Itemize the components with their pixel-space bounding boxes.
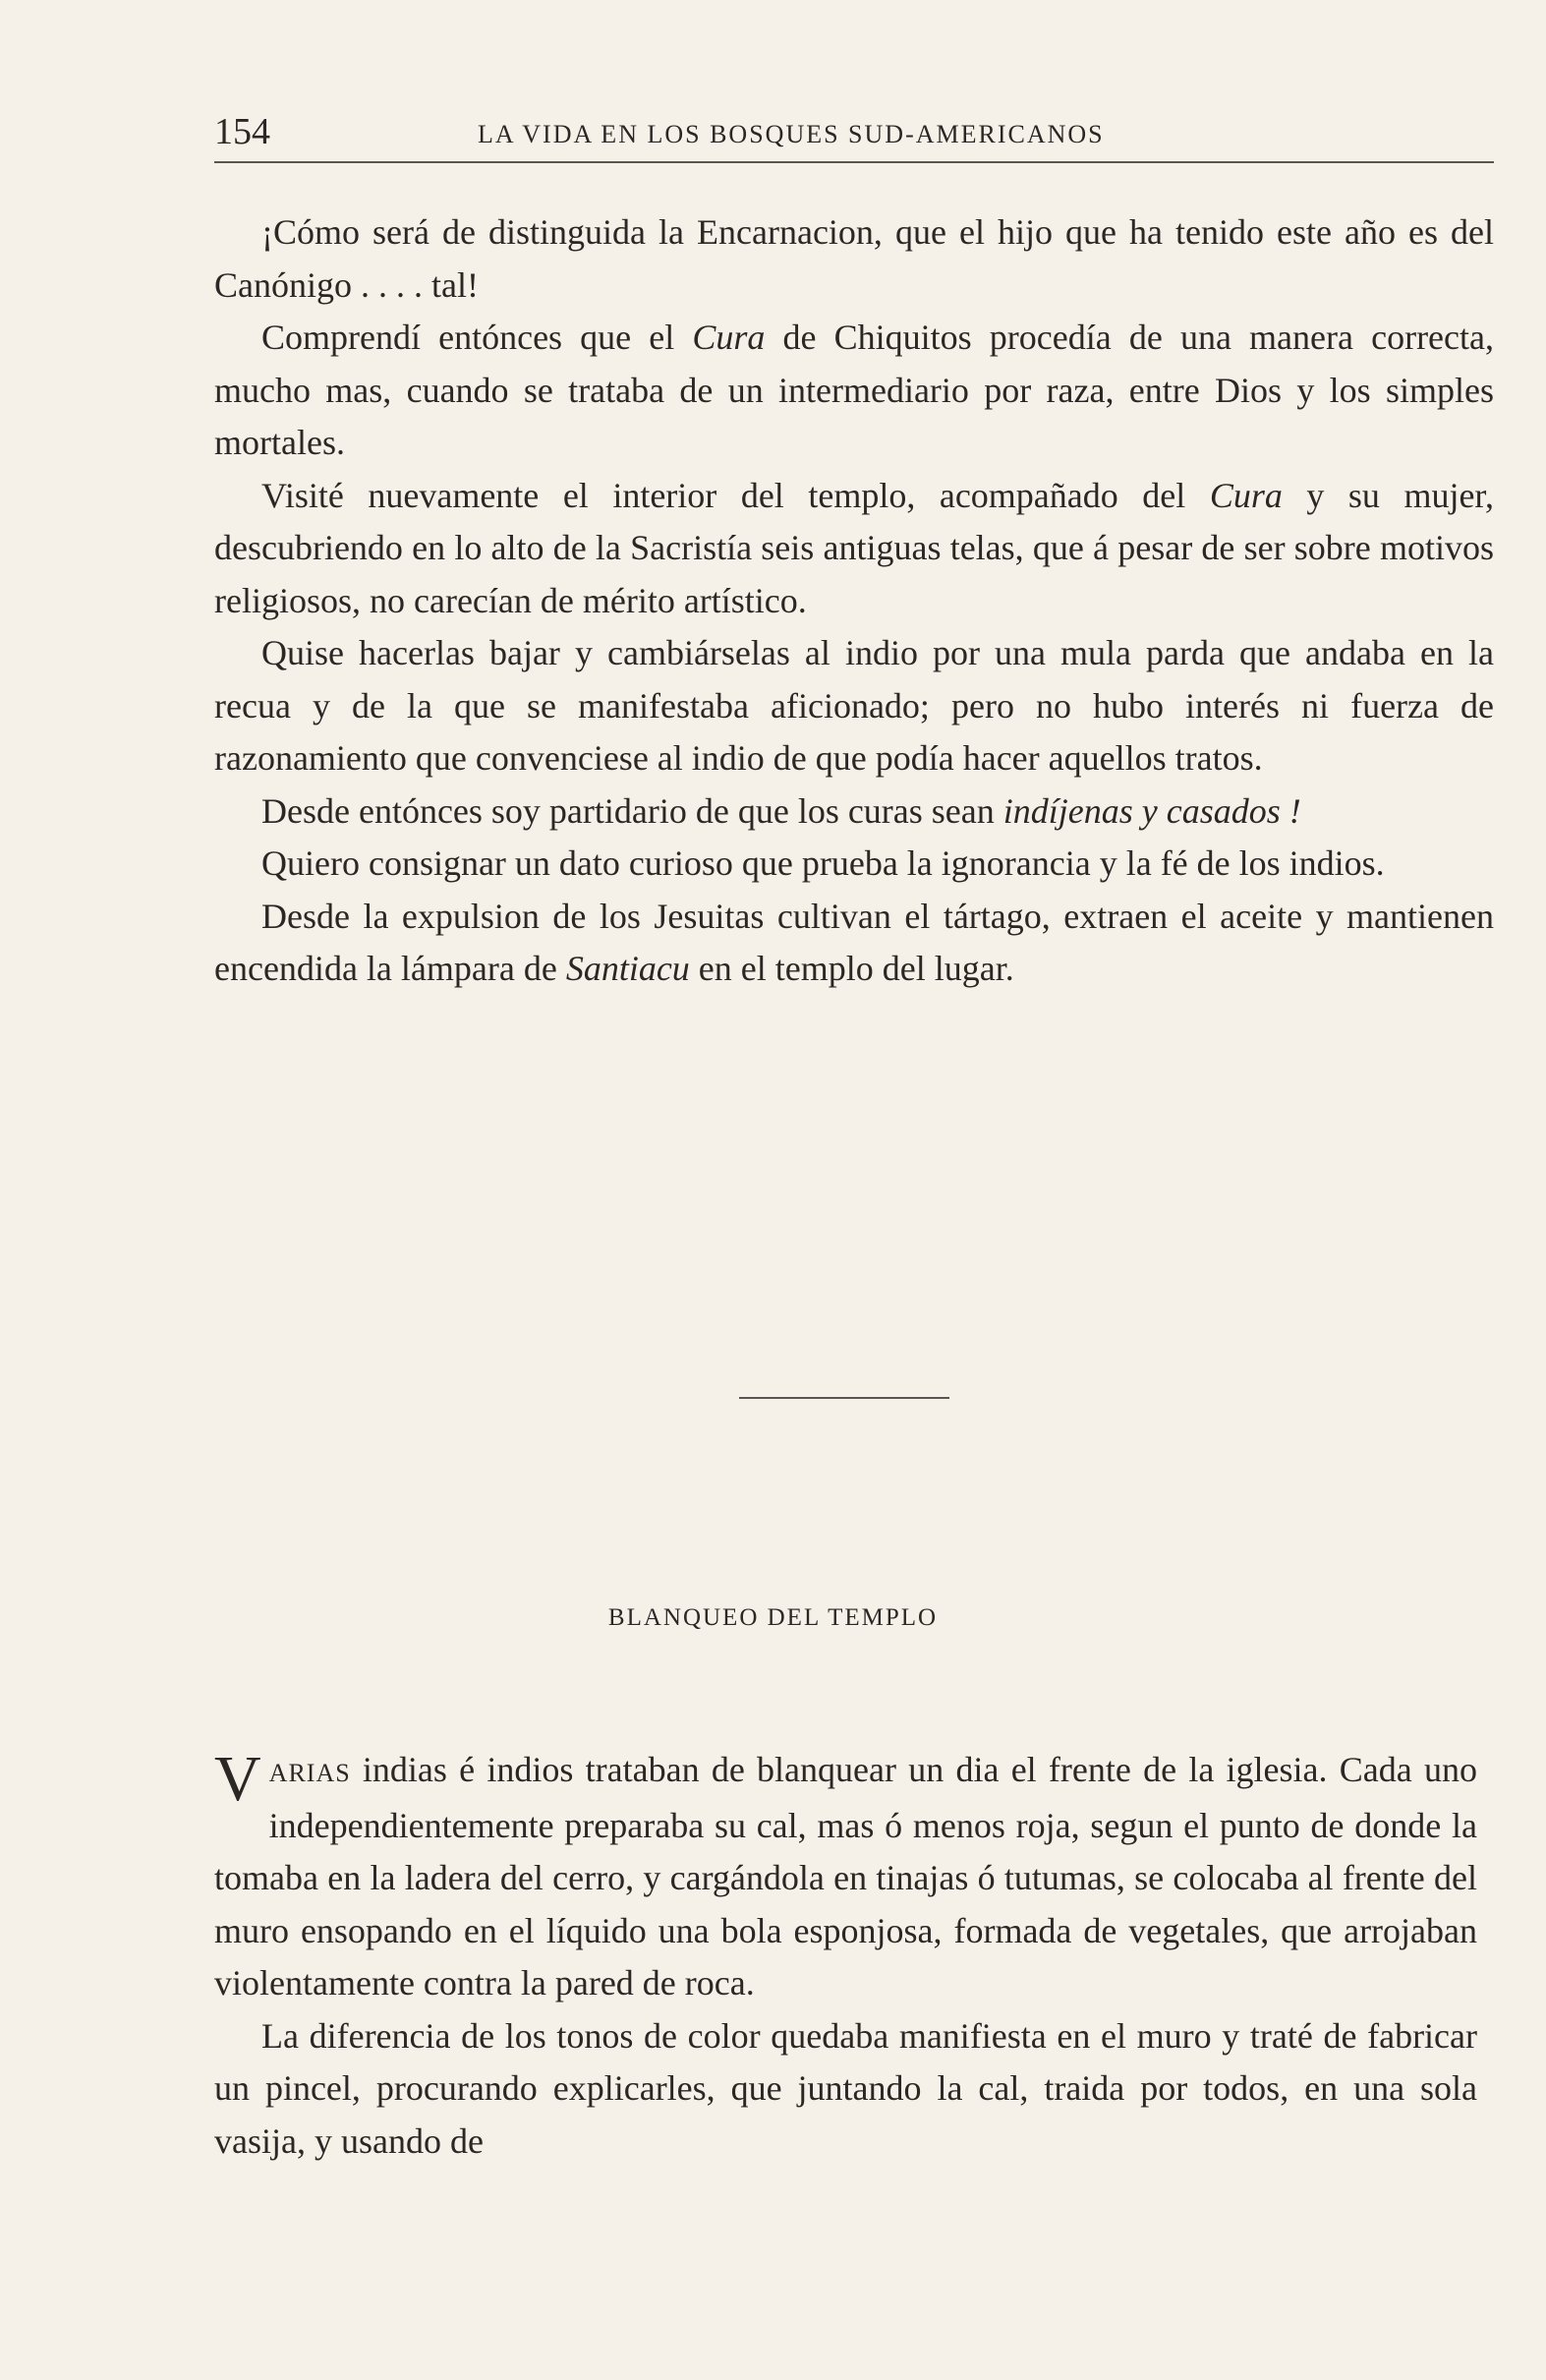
section-heading: BLANQUEO DEL TEMPLO bbox=[607, 1604, 939, 1631]
paragraph-1 bbox=[214, 206, 1494, 312]
paragraph-text: Comprendí entónces que el bbox=[261, 318, 693, 357]
paragraph-4 bbox=[214, 627, 1494, 785]
paragraph-text: de Chiquitos procedía de una manera correcta, mucho mas, cuando se trataba de un intermediario por raza, entre Dios y los simples mortales. bbox=[214, 318, 1494, 462]
section-body-text bbox=[214, 1744, 1477, 2168]
page-header bbox=[214, 110, 1494, 163]
paragraph-text: ¡Cómo será de distinguida la Encarnacion, que el hijo que ha tenido este año es del Canónigo . . . . tal! bbox=[214, 212, 1494, 305]
drop-cap: V bbox=[214, 1743, 261, 1815]
paragraph-text: y su mujer, descubriendo en lo alto de la Sacristía seis antiguas telas, que á pesar de ser sobre motivos religiosos, no carecían de mérito artístico. bbox=[214, 475, 1494, 620]
paragraph-text: indias é indios trataban de blanquear un dia el frente de la iglesia. Cada uno independientemente preparaba su cal, mas ó menos roja, segun el punto de donde la tomaba en la ladera del cerro, y cargándola en tinajas ó tutumas, se colocaba al frente del muro ensopando en el líquido una bola esponjosa, formada de vegetales, que arrojaban violentamente contra la pared de roca. bbox=[214, 1750, 1477, 2003]
paragraph-6 bbox=[214, 838, 1494, 891]
paragraph-text: Desde entónces soy partidario de que los curas sean bbox=[261, 790, 1003, 831]
section-paragraph-2 bbox=[214, 2010, 1477, 2169]
italic-term: Cura bbox=[692, 318, 766, 357]
paragraph-7 bbox=[214, 891, 1494, 996]
paragraph-text: Quise hacerlas bajar y cambiárselas al indio por una mula parda que andaba en la recua y de la que se manifestaba aficionado; pero no hubo interés ni fuerza de razonamiento que convenciese al indio de que podía hacer aquellos tratos. bbox=[214, 633, 1494, 778]
paragraph-3 bbox=[214, 470, 1494, 628]
paragraph-text: Desde la expulsion de los Jesuitas cultivan el tártago, extraen el aceite y mantienen encendida la lámpara de bbox=[214, 896, 1494, 988]
italic-term: Santiacu bbox=[565, 949, 690, 988]
paragraph-text: Quiero consignar un dato curioso que prueba la ignorancia y la fé de los indios. bbox=[261, 843, 1385, 883]
paragraph-5 bbox=[214, 785, 1494, 839]
section-paragraph-1 bbox=[214, 1744, 1477, 2010]
small-caps-word: ARIAS bbox=[268, 1759, 351, 1787]
body-text bbox=[214, 206, 1494, 996]
paragraph-2 bbox=[214, 312, 1494, 470]
section-divider bbox=[739, 1397, 949, 1399]
page-number: 154 bbox=[214, 111, 270, 152]
italic-term: Cura bbox=[1209, 475, 1283, 515]
paragraph-text: en el templo del lugar. bbox=[689, 949, 1014, 988]
paragraph-text: Visité nuevamente el interior del templo, acompañado del bbox=[261, 475, 1210, 515]
running-title: LA VIDA EN LOS BOSQUES SUD-AMERICANOS bbox=[478, 120, 1105, 148]
italic-term: indíjenas y casados ! bbox=[1002, 790, 1301, 831]
paragraph-text: La diferencia de los tonos de color quedaba manifiesta en el muro y traté de fabricar un pincel, procurando explicarles, que juntando la cal, traida por todos, en una sola vasija, y usando de bbox=[214, 2015, 1477, 2161]
